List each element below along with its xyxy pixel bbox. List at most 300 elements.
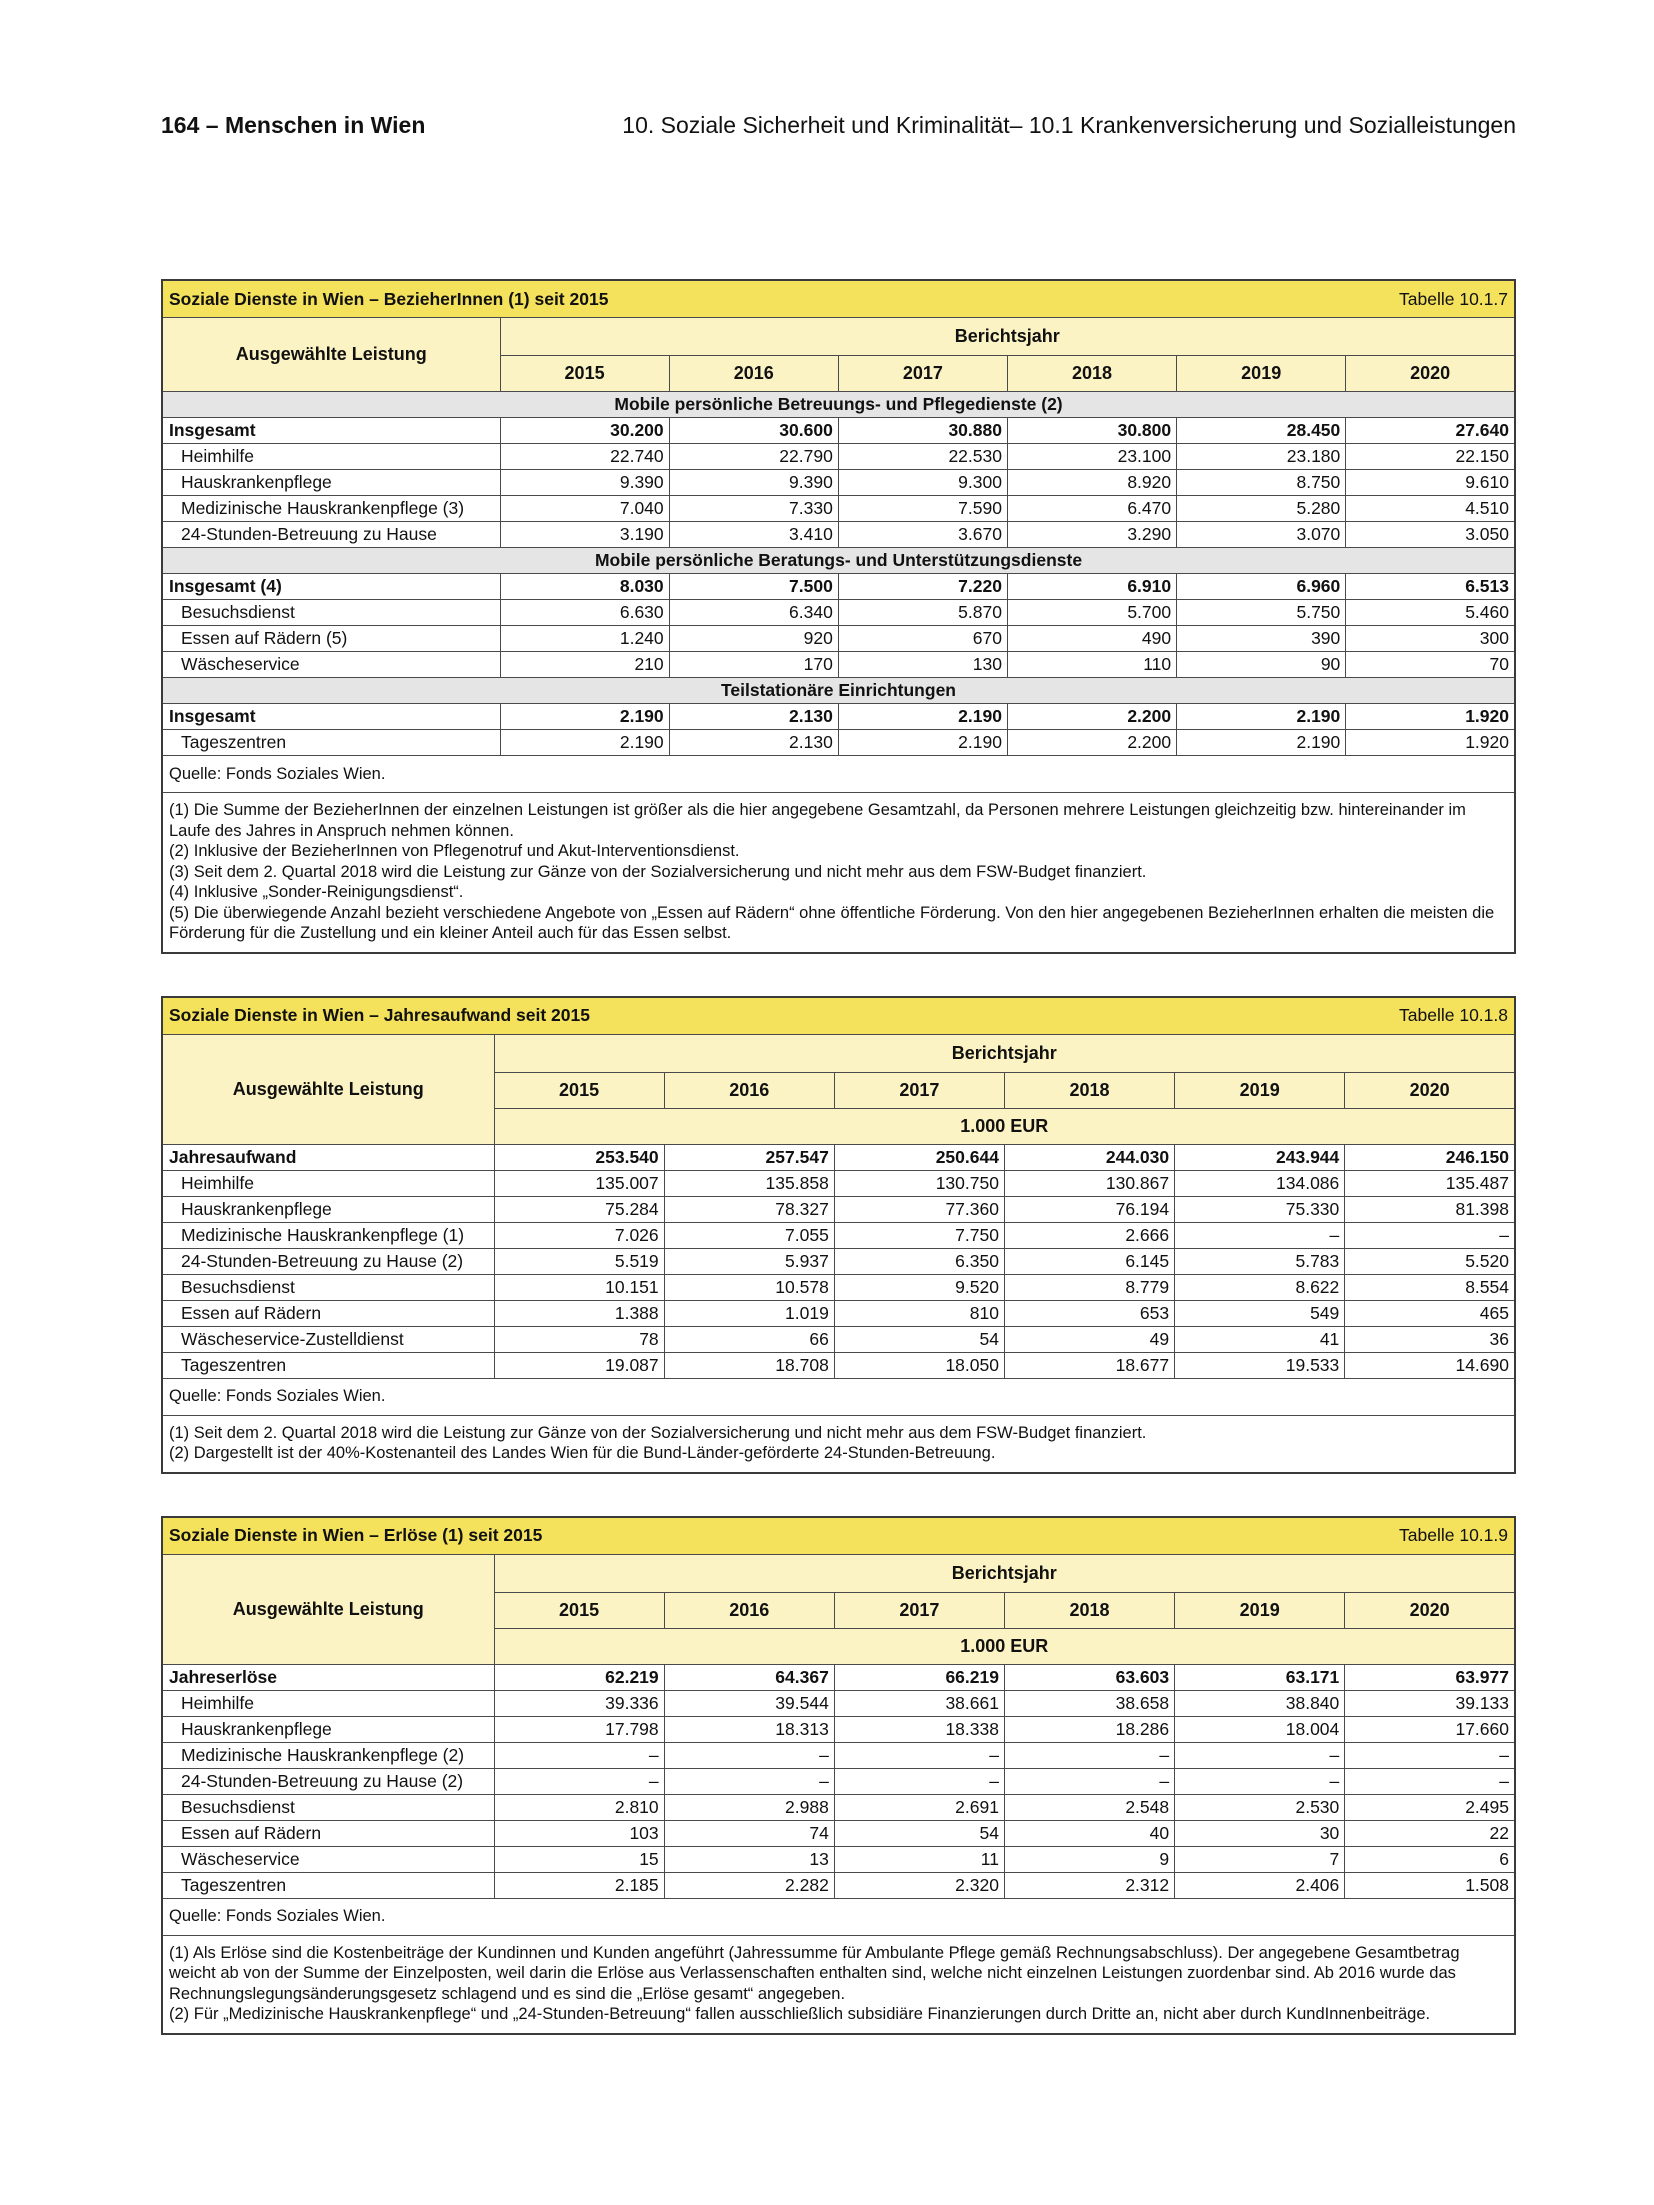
cell-value: 135.858 <box>664 1170 834 1196</box>
cell-value: – <box>834 1742 1004 1768</box>
cell-value: 2.406 <box>1175 1872 1345 1898</box>
cell-value: 77.360 <box>834 1196 1004 1222</box>
row-label: Jahresaufwand <box>162 1144 494 1170</box>
row-label: 24-Stunden-Betreuung zu Hause (2) <box>162 1248 494 1274</box>
footnote: (2) Dargestellt ist der 40%-Kostenanteil des Landes Wien für die Bund-Länder-geförderte 24-Stunden-Betreuung. <box>169 1444 996 1462</box>
cell-value: 19.533 <box>1175 1352 1345 1378</box>
cell-value: 6 <box>1345 1846 1515 1872</box>
cell-value: 7.590 <box>838 496 1007 522</box>
year-header: 2018 <box>1004 1072 1174 1108</box>
table-row <box>162 600 1515 626</box>
cell-value: – <box>664 1742 834 1768</box>
cell-value: 3.070 <box>1177 522 1346 548</box>
cell-value: 1.508 <box>1345 1872 1515 1898</box>
year-header: 2020 <box>1345 1592 1515 1628</box>
footnote: (1) Die Summe der BezieherInnen der einzelnen Leistungen ist größer als die hier angegebene Gesamtzahl, da Personen mehrere Leistungen gleichzeitig bzw. hintereinander im Laufe des Jahres in Anspruch nehmen können. <box>169 801 1466 840</box>
year-header: 2019 <box>1175 1072 1345 1108</box>
row-label: Essen auf Rädern (5) <box>162 626 500 652</box>
cell-value: 3.050 <box>1346 522 1515 548</box>
cell-value: – <box>1004 1742 1174 1768</box>
row-label: Insgesamt <box>162 704 500 730</box>
cell-value: 2.810 <box>494 1794 664 1820</box>
year-header: 2016 <box>664 1592 834 1628</box>
year-header: 2015 <box>494 1592 664 1628</box>
cell-value: 30.200 <box>500 418 669 444</box>
cell-value: 64.367 <box>664 1664 834 1690</box>
cell-value: 7.026 <box>494 1222 664 1248</box>
column-header-group: Berichtsjahr <box>500 318 1515 356</box>
cell-value: 6.340 <box>669 600 838 626</box>
cell-value: 2.185 <box>494 1872 664 1898</box>
section-heading-row <box>162 678 1515 704</box>
cell-value: 490 <box>1007 626 1176 652</box>
table-row-total <box>162 574 1515 600</box>
table-row <box>162 444 1515 470</box>
row-label: Jahreserlöse <box>162 1664 494 1690</box>
cell-value: 2.691 <box>834 1794 1004 1820</box>
table-row-total <box>162 418 1515 444</box>
cell-value: 8.750 <box>1177 470 1346 496</box>
cell-value: 5.280 <box>1177 496 1346 522</box>
table-row <box>162 1820 1515 1846</box>
source-note: Quelle: Fonds Soziales Wien. <box>162 756 1515 793</box>
table-title-row <box>162 997 1515 1035</box>
cell-value: 74 <box>664 1820 834 1846</box>
cell-value: 18.313 <box>664 1716 834 1742</box>
cell-value: 103 <box>494 1820 664 1846</box>
cell-value: 2.190 <box>838 730 1007 756</box>
table-row <box>162 652 1515 678</box>
cell-value: – <box>1345 1742 1515 1768</box>
cell-value: 1.920 <box>1346 704 1515 730</box>
table-title-bar <box>162 280 1515 318</box>
row-label: Besuchsdienst <box>162 1274 494 1300</box>
table-row <box>162 1768 1515 1794</box>
footnotes <box>162 1935 1515 2034</box>
row-label: Medizinische Hauskrankenpflege (2) <box>162 1742 494 1768</box>
cell-value: 22.150 <box>1346 444 1515 470</box>
cell-value: 243.944 <box>1175 1144 1345 1170</box>
cell-value: 54 <box>834 1820 1004 1846</box>
cell-value: 8.920 <box>1007 470 1176 496</box>
cell-value: – <box>1175 1742 1345 1768</box>
cell-value: 6.145 <box>1004 1248 1174 1274</box>
cell-value: – <box>494 1742 664 1768</box>
section-heading-row <box>162 548 1515 574</box>
cell-value: 14.690 <box>1345 1352 1515 1378</box>
source-note: Quelle: Fonds Soziales Wien. <box>162 1898 1515 1935</box>
cell-value: 3.670 <box>838 522 1007 548</box>
table-row <box>162 1300 1515 1326</box>
table-row <box>162 1690 1515 1716</box>
cell-value: 27.640 <box>1346 418 1515 444</box>
table-row <box>162 1248 1515 1274</box>
cell-value: 549 <box>1175 1300 1345 1326</box>
cell-value: 5.750 <box>1177 600 1346 626</box>
table-row <box>162 1326 1515 1352</box>
cell-value: 3.290 <box>1007 522 1176 548</box>
cell-value: 10.578 <box>664 1274 834 1300</box>
cell-value: 6.910 <box>1007 574 1176 600</box>
table-row <box>162 1274 1515 1300</box>
cell-value: 90 <box>1177 652 1346 678</box>
year-header: 2019 <box>1177 356 1346 392</box>
table-row <box>162 1794 1515 1820</box>
table-row <box>162 1872 1515 1898</box>
header-row-group <box>162 318 1515 356</box>
source-row <box>162 1898 1515 1935</box>
cell-value: 23.100 <box>1007 444 1176 470</box>
cell-value: 76.194 <box>1004 1196 1174 1222</box>
year-header: 2015 <box>494 1072 664 1108</box>
cell-value: 5.700 <box>1007 600 1176 626</box>
cell-value: 17.798 <box>494 1716 664 1742</box>
cell-value: 7.500 <box>669 574 838 600</box>
table-row <box>162 626 1515 652</box>
cell-value: 11 <box>834 1846 1004 1872</box>
cell-value: 62.219 <box>494 1664 664 1690</box>
cell-value: 70 <box>1346 652 1515 678</box>
cell-value: 2.320 <box>834 1872 1004 1898</box>
source-row <box>162 1378 1515 1415</box>
page-header <box>161 112 1516 139</box>
column-header-group: Berichtsjahr <box>494 1554 1515 1592</box>
cell-value: 66.219 <box>834 1664 1004 1690</box>
footnote: (4) Inklusive „Sonder-Reinigungsdienst“. <box>169 883 464 901</box>
cell-value: 18.286 <box>1004 1716 1174 1742</box>
year-header: 2016 <box>664 1072 834 1108</box>
table-number: Tabelle 10.1.9 <box>1399 1525 1508 1545</box>
cell-value: 13 <box>664 1846 834 1872</box>
cell-value: 135.007 <box>494 1170 664 1196</box>
year-header: 2020 <box>1345 1072 1515 1108</box>
row-label: Besuchsdienst <box>162 1794 494 1820</box>
year-header: 2016 <box>669 356 838 392</box>
row-label: Tageszentren <box>162 1352 494 1378</box>
row-label: Heimhilfe <box>162 1690 494 1716</box>
row-label: 24-Stunden-Betreuung zu Hause <box>162 522 500 548</box>
cell-value: 63.171 <box>1175 1664 1345 1690</box>
table-block <box>161 279 1516 954</box>
cell-value: 2.200 <box>1007 704 1176 730</box>
footnote: (1) Als Erlöse sind die Kostenbeiträge der Kundinnen und Kunden angeführt (Jahressumme für Ambulante Pflege gemäß Rechnungsabschluss). Der angegebene Gesamtbetrag weicht ab von der Summe der Einzelposten, weil darin die Erlöse aus Verlassenschaften enthalten sind, welche nicht einzelnen Leistungen zuordenbar sind. Ab 2016 wurde das Rechnungslegungsänderungsgesetz schlagend und es sind die „Erlöse gesamt“ angegeben. <box>169 1943 1460 2003</box>
row-label: Medizinische Hauskrankenpflege (3) <box>162 496 500 522</box>
footnotes <box>162 1415 1515 1473</box>
cell-value: 75.330 <box>1175 1196 1345 1222</box>
cell-value: 653 <box>1004 1300 1174 1326</box>
row-label: Hauskrankenpflege <box>162 1716 494 1742</box>
row-label: Tageszentren <box>162 730 500 756</box>
cell-value: – <box>1175 1222 1345 1248</box>
cell-value: 2.282 <box>664 1872 834 1898</box>
year-header: 2018 <box>1004 1592 1174 1628</box>
footnotes-row <box>162 1415 1515 1473</box>
cell-value: – <box>1345 1222 1515 1248</box>
table-title-bar <box>162 997 1515 1035</box>
cell-value: 15 <box>494 1846 664 1872</box>
cell-value: 170 <box>669 652 838 678</box>
row-label: Hauskrankenpflege <box>162 470 500 496</box>
cell-value: 390 <box>1177 626 1346 652</box>
table-title-bar <box>162 1517 1515 1555</box>
section-heading: Mobile persönliche Betreuungs- und Pflegedienste (2) <box>162 392 1515 418</box>
cell-value: 130 <box>838 652 1007 678</box>
table-row <box>162 1742 1515 1768</box>
cell-value: 246.150 <box>1345 1144 1515 1170</box>
cell-value: 28.450 <box>1177 418 1346 444</box>
cell-value: 6.630 <box>500 600 669 626</box>
cell-value: 5.519 <box>494 1248 664 1274</box>
cell-value: 38.658 <box>1004 1690 1174 1716</box>
cell-value: 810 <box>834 1300 1004 1326</box>
cell-value: 36 <box>1345 1326 1515 1352</box>
data-table <box>161 1516 1516 2035</box>
cell-value: 2.666 <box>1004 1222 1174 1248</box>
cell-value: 5.520 <box>1345 1248 1515 1274</box>
column-header-label: Ausgewählte Leistung <box>162 318 500 392</box>
section-heading: Mobile persönliche Beratungs- und Unterstützungsdienste <box>162 548 1515 574</box>
cell-value: 22.790 <box>669 444 838 470</box>
cell-value: – <box>1004 1768 1174 1794</box>
cell-value: 30 <box>1175 1820 1345 1846</box>
cell-value: 1.240 <box>500 626 669 652</box>
cell-value: 8.030 <box>500 574 669 600</box>
cell-value: 39.133 <box>1345 1690 1515 1716</box>
cell-value: 18.677 <box>1004 1352 1174 1378</box>
row-label: Essen auf Rädern <box>162 1820 494 1846</box>
cell-value: 30.800 <box>1007 418 1176 444</box>
cell-value: 7.750 <box>834 1222 1004 1248</box>
section-heading: Teilstationäre Einrichtungen <box>162 678 1515 704</box>
footnote: (2) Inklusive der BezieherInnen von Pflegenotruf und Akut-Interventionsdienst. <box>169 842 740 860</box>
table-number: Tabelle 10.1.8 <box>1399 1005 1508 1025</box>
page-number-title: 164 – Menschen in Wien <box>161 112 426 138</box>
year-header: 2017 <box>834 1592 1004 1628</box>
cell-value: 30.880 <box>838 418 1007 444</box>
cell-value: – <box>1345 1768 1515 1794</box>
cell-value: 110 <box>1007 652 1176 678</box>
cell-value: 18.004 <box>1175 1716 1345 1742</box>
cell-value: 253.540 <box>494 1144 664 1170</box>
cell-value: – <box>1175 1768 1345 1794</box>
table-row <box>162 1196 1515 1222</box>
cell-value: – <box>664 1768 834 1794</box>
cell-value: 18.338 <box>834 1716 1004 1742</box>
table-block <box>161 1516 1516 2035</box>
row-label: Heimhilfe <box>162 444 500 470</box>
footnote: (3) Seit dem 2. Quartal 2018 wird die Leistung zur Gänze von der Sozialversicherung und nicht mehr aus dem FSW-Budget finanziert. <box>169 862 1147 881</box>
cell-value: 1.019 <box>664 1300 834 1326</box>
cell-value: 6.350 <box>834 1248 1004 1274</box>
cell-value: 257.547 <box>664 1144 834 1170</box>
table-row <box>162 1352 1515 1378</box>
cell-value: – <box>494 1768 664 1794</box>
row-label: Besuchsdienst <box>162 600 500 626</box>
row-label: Essen auf Rädern <box>162 1300 494 1326</box>
cell-value: 38.661 <box>834 1690 1004 1716</box>
cell-value: 39.544 <box>664 1690 834 1716</box>
cell-value: 6.470 <box>1007 496 1176 522</box>
cell-value: 54 <box>834 1326 1004 1352</box>
tables-container <box>161 279 1516 2077</box>
cell-value: 6.513 <box>1346 574 1515 600</box>
cell-value: 2.312 <box>1004 1872 1174 1898</box>
cell-value: 8.554 <box>1345 1274 1515 1300</box>
cell-value: 23.180 <box>1177 444 1346 470</box>
table-title-inner <box>169 289 1508 310</box>
cell-value: 22.530 <box>838 444 1007 470</box>
year-header: 2015 <box>500 356 669 392</box>
row-label: Tageszentren <box>162 1872 494 1898</box>
cell-value: 300 <box>1346 626 1515 652</box>
header-row-group <box>162 1554 1515 1592</box>
row-label: Hauskrankenpflege <box>162 1196 494 1222</box>
cell-value: 2.190 <box>500 730 669 756</box>
cell-value: 78 <box>494 1326 664 1352</box>
cell-value: 17.660 <box>1345 1716 1515 1742</box>
footnote: (5) Die überwiegende Anzahl bezieht verschiedene Angebote von „Essen auf Rädern“ ohne öffentliche Förderung. Von den hier angegebenen BezieherInnen erhalten die meisten die Förderung für die Zustellung und ein kleiner Anteil auch für das Essen selbst. <box>169 903 1495 942</box>
cell-value: 920 <box>669 626 838 652</box>
year-header: 2017 <box>838 356 1007 392</box>
cell-value: 465 <box>1345 1300 1515 1326</box>
cell-value: 5.937 <box>664 1248 834 1274</box>
source-row <box>162 756 1515 793</box>
unit-header: 1.000 EUR <box>494 1628 1515 1664</box>
cell-value: 244.030 <box>1004 1144 1174 1170</box>
table-number: Tabelle 10.1.7 <box>1399 288 1508 309</box>
cell-value: 39.336 <box>494 1690 664 1716</box>
year-header: 2018 <box>1007 356 1176 392</box>
column-header-label: Ausgewählte Leistung <box>162 1034 494 1144</box>
cell-value: 7.040 <box>500 496 669 522</box>
cell-value: 63.603 <box>1004 1664 1174 1690</box>
footnotes-row <box>162 793 1515 953</box>
cell-value: 75.284 <box>494 1196 664 1222</box>
table-block <box>161 996 1516 1474</box>
cell-value: 22 <box>1345 1820 1515 1846</box>
cell-value: 5.460 <box>1346 600 1515 626</box>
cell-value: 7.055 <box>664 1222 834 1248</box>
row-label: 24-Stunden-Betreuung zu Hause (2) <box>162 1768 494 1794</box>
table-row-total <box>162 1664 1515 1690</box>
cell-value: 134.086 <box>1175 1170 1345 1196</box>
row-label: Medizinische Hauskrankenpflege (1) <box>162 1222 494 1248</box>
cell-value: 9.610 <box>1346 470 1515 496</box>
header-row-group <box>162 1034 1515 1072</box>
cell-value: 1.920 <box>1346 730 1515 756</box>
table-title: Soziale Dienste in Wien – BezieherInnen (1) seit 2015 <box>169 288 609 309</box>
cell-value: 19.087 <box>494 1352 664 1378</box>
year-header: 2019 <box>1175 1592 1345 1628</box>
cell-value: 30.600 <box>669 418 838 444</box>
cell-value: 2.495 <box>1345 1794 1515 1820</box>
cell-value: 81.398 <box>1345 1196 1515 1222</box>
table-row <box>162 1716 1515 1742</box>
cell-value: 130.867 <box>1004 1170 1174 1196</box>
cell-value: 63.977 <box>1345 1664 1515 1690</box>
table-row <box>162 730 1515 756</box>
column-header-group: Berichtsjahr <box>494 1034 1515 1072</box>
cell-value: 210 <box>500 652 669 678</box>
year-header: 2020 <box>1346 356 1515 392</box>
cell-value: 5.870 <box>838 600 1007 626</box>
cell-value: 9.300 <box>838 470 1007 496</box>
cell-value: 22.740 <box>500 444 669 470</box>
cell-value: 18.050 <box>834 1352 1004 1378</box>
cell-value: 2.988 <box>664 1794 834 1820</box>
table-title: Soziale Dienste in Wien – Jahresaufwand seit 2015 <box>169 1005 590 1025</box>
cell-value: 8.622 <box>1175 1274 1345 1300</box>
table-row-total <box>162 1144 1515 1170</box>
table-row <box>162 522 1515 548</box>
cell-value: 4.510 <box>1346 496 1515 522</box>
cell-value: 2.190 <box>1177 730 1346 756</box>
cell-value: 2.190 <box>1177 704 1346 730</box>
cell-value: 9.390 <box>500 470 669 496</box>
table-row <box>162 1846 1515 1872</box>
cell-value: 7.220 <box>838 574 1007 600</box>
cell-value: 7.330 <box>669 496 838 522</box>
table-row <box>162 470 1515 496</box>
footnotes-row <box>162 1935 1515 2034</box>
footnote: (2) Für „Medizinische Hauskrankenpflege“ und „24-Stunden-Betreuung“ fallen ausschließlich subsidiäre Finanzierungen durch Dritte an, nicht aber durch KundInnenbeiträge. <box>169 2005 1431 2023</box>
cell-value: 9.520 <box>834 1274 1004 1300</box>
cell-value: 7 <box>1175 1846 1345 1872</box>
cell-value: 49 <box>1004 1326 1174 1352</box>
cell-value: 2.530 <box>1175 1794 1345 1820</box>
cell-value: – <box>834 1768 1004 1794</box>
cell-value: 2.190 <box>500 704 669 730</box>
column-header-label: Ausgewählte Leistung <box>162 1554 494 1664</box>
table-row-total <box>162 704 1515 730</box>
cell-value: 38.840 <box>1175 1690 1345 1716</box>
table-title-row <box>162 280 1515 318</box>
table-row <box>162 1222 1515 1248</box>
unit-header: 1.000 EUR <box>494 1108 1515 1144</box>
chapter-title: 10. Soziale Sicherheit und Kriminalität– 10.1 Krankenversicherung und Sozialleistungen <box>622 112 1516 138</box>
cell-value: 40 <box>1004 1820 1174 1846</box>
source-note: Quelle: Fonds Soziales Wien. <box>162 1378 1515 1415</box>
row-label: Heimhilfe <box>162 1170 494 1196</box>
section-heading-row <box>162 392 1515 418</box>
row-label: Wäscheservice-Zustelldienst <box>162 1326 494 1352</box>
table-title-inner <box>169 1525 1508 1546</box>
cell-value: 130.750 <box>834 1170 1004 1196</box>
cell-value: 78.327 <box>664 1196 834 1222</box>
data-table <box>161 996 1516 1474</box>
data-table <box>161 279 1516 954</box>
cell-value: 6.960 <box>1177 574 1346 600</box>
cell-value: 8.779 <box>1004 1274 1174 1300</box>
row-label: Insgesamt (4) <box>162 574 500 600</box>
cell-value: 2.190 <box>838 704 1007 730</box>
footnotes <box>162 793 1515 953</box>
cell-value: 3.410 <box>669 522 838 548</box>
cell-value: 3.190 <box>500 522 669 548</box>
cell-value: 10.151 <box>494 1274 664 1300</box>
cell-value: 2.130 <box>669 704 838 730</box>
table-title-row <box>162 1517 1515 1555</box>
row-label: Wäscheservice <box>162 652 500 678</box>
cell-value: 2.200 <box>1007 730 1176 756</box>
cell-value: 2.130 <box>669 730 838 756</box>
cell-value: 66 <box>664 1326 834 1352</box>
table-row <box>162 1170 1515 1196</box>
row-label: Wäscheservice <box>162 1846 494 1872</box>
table-title: Soziale Dienste in Wien – Erlöse (1) seit 2015 <box>169 1525 543 1545</box>
footnote: (1) Seit dem 2. Quartal 2018 wird die Leistung zur Gänze von der Sozialversicherung und nicht mehr aus dem FSW-Budget finanziert. <box>169 1423 1147 1442</box>
cell-value: 9 <box>1004 1846 1174 1872</box>
